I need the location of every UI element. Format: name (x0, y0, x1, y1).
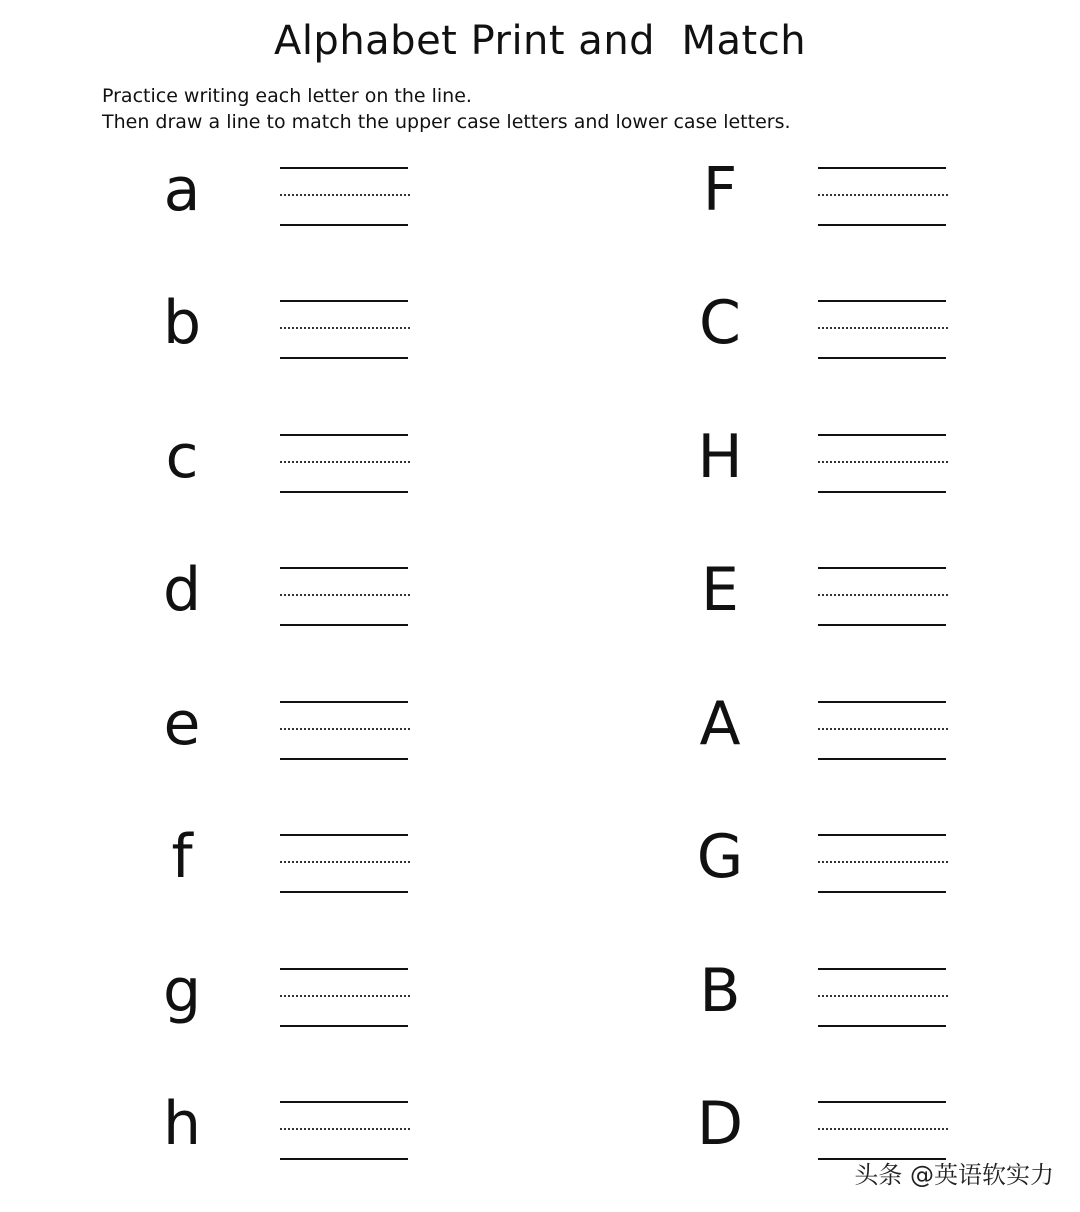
uppercase-letter: G (696, 822, 744, 892)
lowercase-letter: d (162, 555, 202, 625)
lowercase-letter: g (162, 956, 202, 1026)
writing-lines[interactable] (280, 941, 410, 1041)
instruction-line-2: Then draw a line to match the upper case letters and lower case letters. (102, 111, 791, 133)
instruction-line-1: Practice writing each letter on the line. (102, 85, 472, 107)
writing-lines[interactable] (818, 540, 948, 640)
letter-row (0, 273, 1080, 373)
writing-lines[interactable] (818, 941, 948, 1041)
uppercase-letter: E (701, 555, 739, 625)
uppercase-letter: H (697, 422, 743, 492)
letter-row (0, 941, 1080, 1041)
letter-row (0, 540, 1080, 640)
writing-lines[interactable] (280, 273, 410, 373)
writing-lines[interactable] (280, 1074, 410, 1174)
writing-lines[interactable] (280, 140, 410, 240)
letter-row (0, 674, 1080, 774)
lowercase-letter: h (162, 1089, 202, 1159)
worksheet-title: Alphabet Print and Match (273, 18, 807, 64)
writing-lines[interactable] (818, 407, 948, 507)
letter-row (0, 807, 1080, 907)
letter-row (0, 140, 1080, 240)
writing-lines[interactable] (280, 540, 410, 640)
uppercase-letter: A (699, 689, 741, 759)
writing-lines[interactable] (280, 807, 410, 907)
writing-lines[interactable] (818, 273, 948, 373)
writing-lines[interactable] (280, 407, 410, 507)
watermark: 头条 @英语软实力 (854, 1161, 1054, 1189)
lowercase-letter: e (163, 689, 201, 759)
uppercase-letter: C (699, 288, 741, 358)
lowercase-letter: b (162, 288, 202, 358)
writing-lines[interactable] (818, 140, 948, 240)
lowercase-letter: f (171, 822, 193, 892)
uppercase-letter: D (696, 1089, 744, 1159)
writing-lines[interactable] (818, 674, 948, 774)
uppercase-letter: B (699, 956, 741, 1026)
lowercase-letter: c (165, 422, 199, 492)
writing-lines[interactable] (280, 674, 410, 774)
writing-lines[interactable] (818, 807, 948, 907)
letter-row (0, 407, 1080, 507)
uppercase-letter: F (702, 155, 738, 225)
lowercase-letter: a (163, 155, 201, 225)
